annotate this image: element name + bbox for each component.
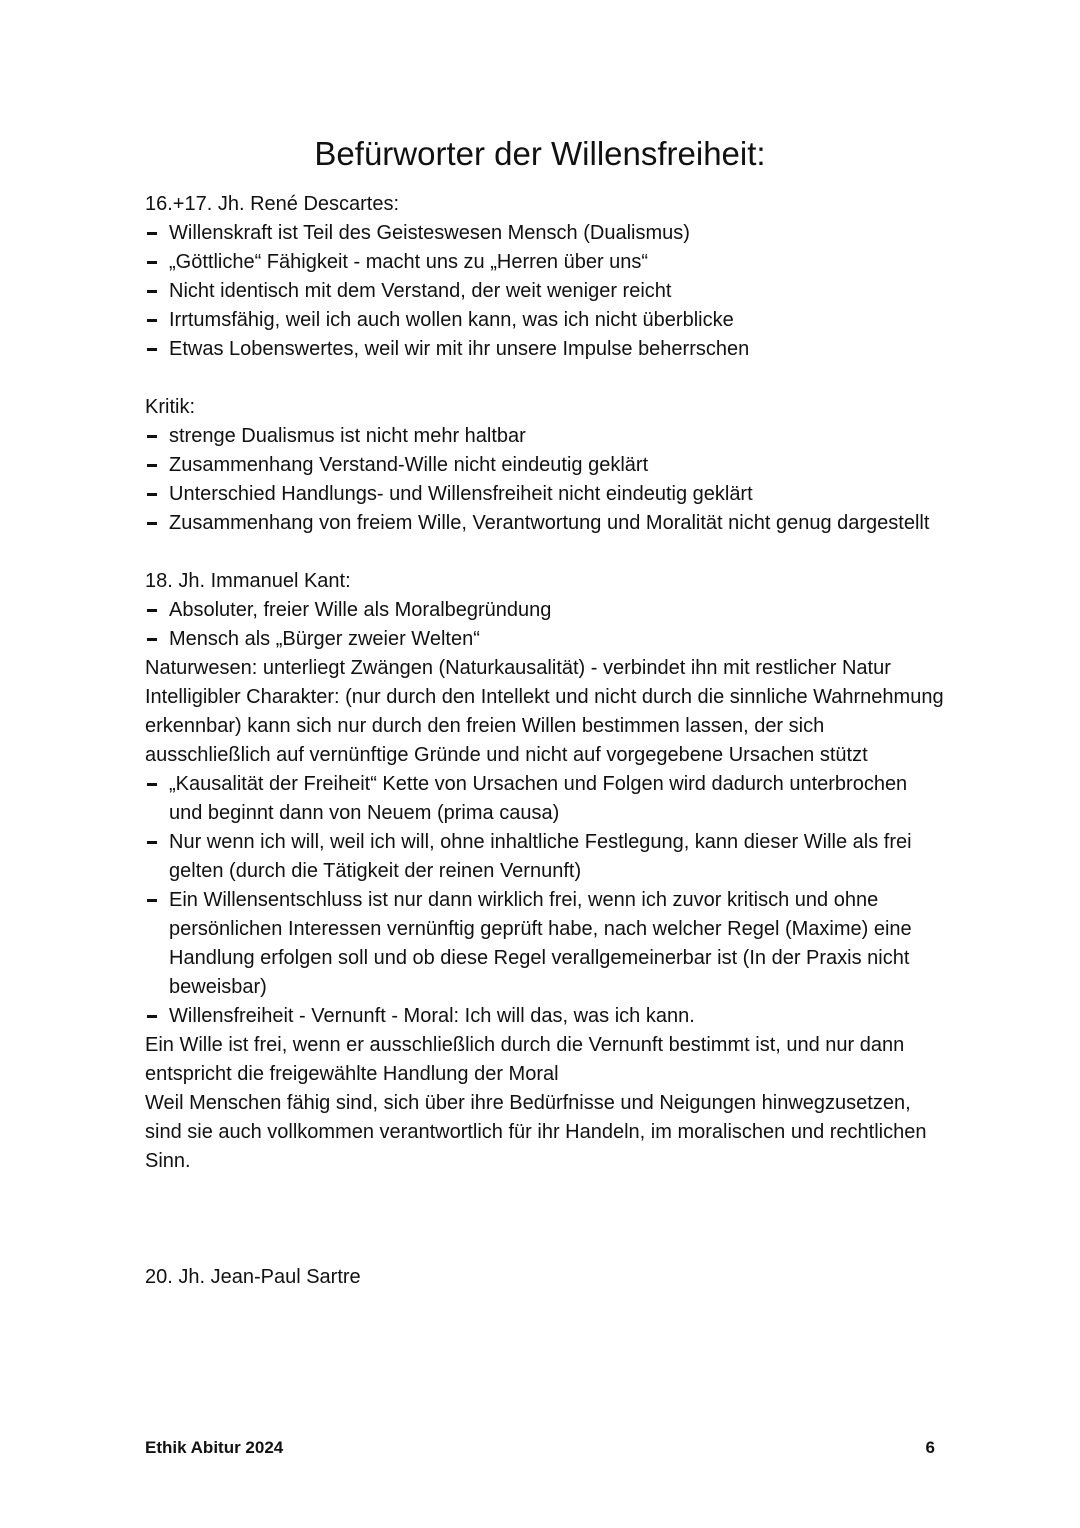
list-item: Unterschied Handlungs- und Willensfreiheit nicht eindeutig geklärt	[145, 480, 945, 509]
page-title: Befürworter der Willensfreiheit:	[314, 135, 766, 172]
list-item: Mensch als „Bürger zweier Welten“	[145, 625, 945, 654]
list-item: Irrtumsfähig, weil ich auch wollen kann, was ich nicht überblicke	[145, 306, 945, 335]
document-body	[145, 190, 945, 1292]
list-item: Zusammenhang von freiem Wille, Verantwortung und Moralität nicht genug dargestellt	[145, 509, 945, 538]
intelligibel-paragraph: Intelligibler Charakter: (nur durch den Intellekt und nicht durch die sinnliche Wahrnehmung erkennbar) kann sich nur durch den freien Willen bestimmen lassen, der sich ausschließlich auf vernünftige Gründe und nicht auf vorgegebene Ursachen stützt	[145, 686, 944, 766]
list-item: strenge Dualismus ist nicht mehr haltbar	[145, 422, 945, 451]
descartes-heading: 16.+17. Jh. René Descartes:	[145, 193, 400, 215]
list-item: Etwas Lobenswertes, weil wir mit ihr unsere Impulse beherrschen	[145, 335, 945, 364]
list-item: Absoluter, freier Wille als Moralbegründung	[145, 596, 945, 625]
descartes-list	[145, 219, 945, 364]
kant-list-a	[145, 596, 945, 654]
naturwesen-paragraph: Naturwesen: unterliegt Zwängen (Naturkausalität) - verbindet ihn mit restlicher Natur	[145, 657, 891, 679]
kritik-list	[145, 422, 945, 538]
conclusion-paragraph: Ein Wille ist frei, wenn er ausschließlich durch die Vernunft bestimmt ist, und nur dann entspricht die freigewählte Handlung der Moral	[145, 1034, 905, 1085]
kritik-heading: Kritik:	[145, 396, 195, 418]
list-item: „Göttliche“ Fähigkeit - macht uns zu „Herren über uns“	[145, 248, 945, 277]
footer-title: Ethik Abitur 2024	[145, 1438, 284, 1457]
list-item: Nur wenn ich will, weil ich will, ohne inhaltliche Festlegung, kann dieser Wille als frei gelten (durch die Tätigkeit der reinen Vernunft)	[145, 828, 945, 886]
page-number: 6	[925, 1438, 935, 1457]
conclusion-paragraph: Weil Menschen fähig sind, sich über ihre Bedürfnisse und Neigungen hinwegzusetzen, sind sie auch vollkommen verantwortlich für ihr Handeln, im moralischen und rechtlichen Sinn.	[145, 1092, 927, 1172]
kant-heading: 18. Jh. Immanuel Kant:	[145, 570, 351, 592]
kant-list-b	[145, 770, 945, 1031]
list-item: Willensfreiheit - Vernunft - Moral: Ich will das, was ich kann.	[145, 1002, 945, 1031]
sartre-heading: 20. Jh. Jean-Paul Sartre	[145, 1266, 361, 1288]
page-footer	[145, 1438, 935, 1458]
list-item: Ein Willensentschluss ist nur dann wirklich frei, wenn ich zuvor kritisch und ohne persönlichen Interessen vernünftig geprüft habe, nach welcher Regel (Maxime) eine Handlung erfolgen soll und ob diese Regel verallgemeinerbar ist (In der Praxis nicht beweisbar)	[145, 886, 945, 1002]
list-item: Willenskraft ist Teil des Geisteswesen Mensch (Dualismus)	[145, 219, 945, 248]
list-item: „Kausalität der Freiheit“ Kette von Ursachen und Folgen wird dadurch unterbrochen und beginnt dann von Neuem (prima causa)	[145, 770, 945, 828]
list-item: Zusammenhang Verstand-Wille nicht eindeutig geklärt	[145, 451, 945, 480]
list-item: Nicht identisch mit dem Verstand, der weit weniger reicht	[145, 277, 945, 306]
